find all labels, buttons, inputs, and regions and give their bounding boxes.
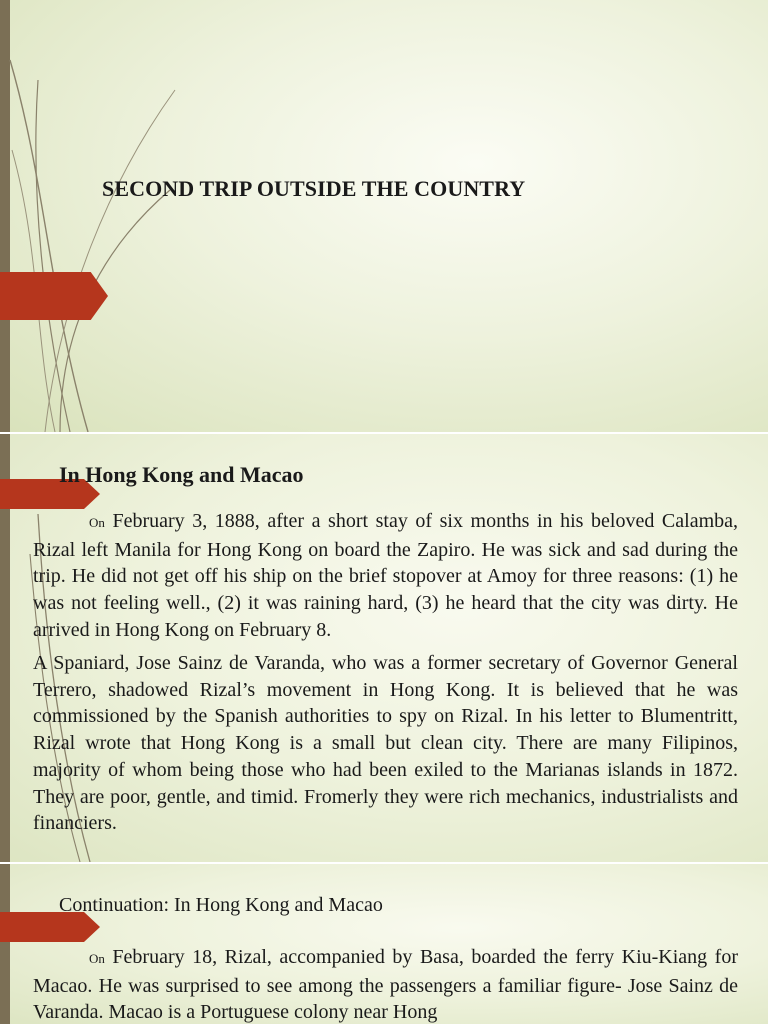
paragraph-on-prefix: On <box>89 515 105 530</box>
paragraph-2: A Spaniard, Jose Sainz de Varanda, who was a former secretary of Governor General Terrero, shadowed Rizal’s movement in Hong Kong. It is believed that he was commissioned by the Spanish authorities to spy on Rizal. In his letter to Blumentritt, Rizal wrote that Hong Kong is a small but clean city. There are many Filipinos, majority of whom being those who had been exiled to the Marianas islands in 1872. They are poor, gentle, and timid. Fromerly they were rich mechanics, industrialists and financiers. <box>33 652 738 835</box>
paragraph-on-prefix: On <box>89 951 105 966</box>
accent-arrow-tab <box>0 272 108 320</box>
paragraph-1 <box>33 508 738 644</box>
left-decor-bar <box>0 0 10 432</box>
section-heading: In Hong Kong and Macao <box>59 462 304 487</box>
paragraph-3-text: February 18, Rizal, accompanied by Basa, boarded the ferry Kiu-Kiang for Macao. He was surprised to see among the passengers a familiar figure- Jose Sainz de Varanda. Macao is a Portuguese colony near Hong <box>33 946 739 1024</box>
vine-decoration <box>0 0 200 432</box>
continuation-heading: Continuation: In Hong Kong and Macao <box>59 894 383 916</box>
paragraph-3 <box>33 944 738 1026</box>
left-decor-bar <box>0 864 10 1024</box>
title-slide <box>0 0 768 432</box>
slide-title: SECOND TRIP OUTSIDE THE COUNTRY <box>102 176 526 201</box>
paragraph-1-text: February 3, 1888, after a short stay of six months in his beloved Calamba, Rizal left Manila for Hong Kong on board the Zapiro. He was sick and sad during the trip. He did not get off his ship on the brief stopover at Amoy for three reasons: (1) he was not feeling well., (2) it was raining hard, (3) he heard that the city was dirty. He arrived in Hong Kong on February 8. <box>33 510 739 641</box>
